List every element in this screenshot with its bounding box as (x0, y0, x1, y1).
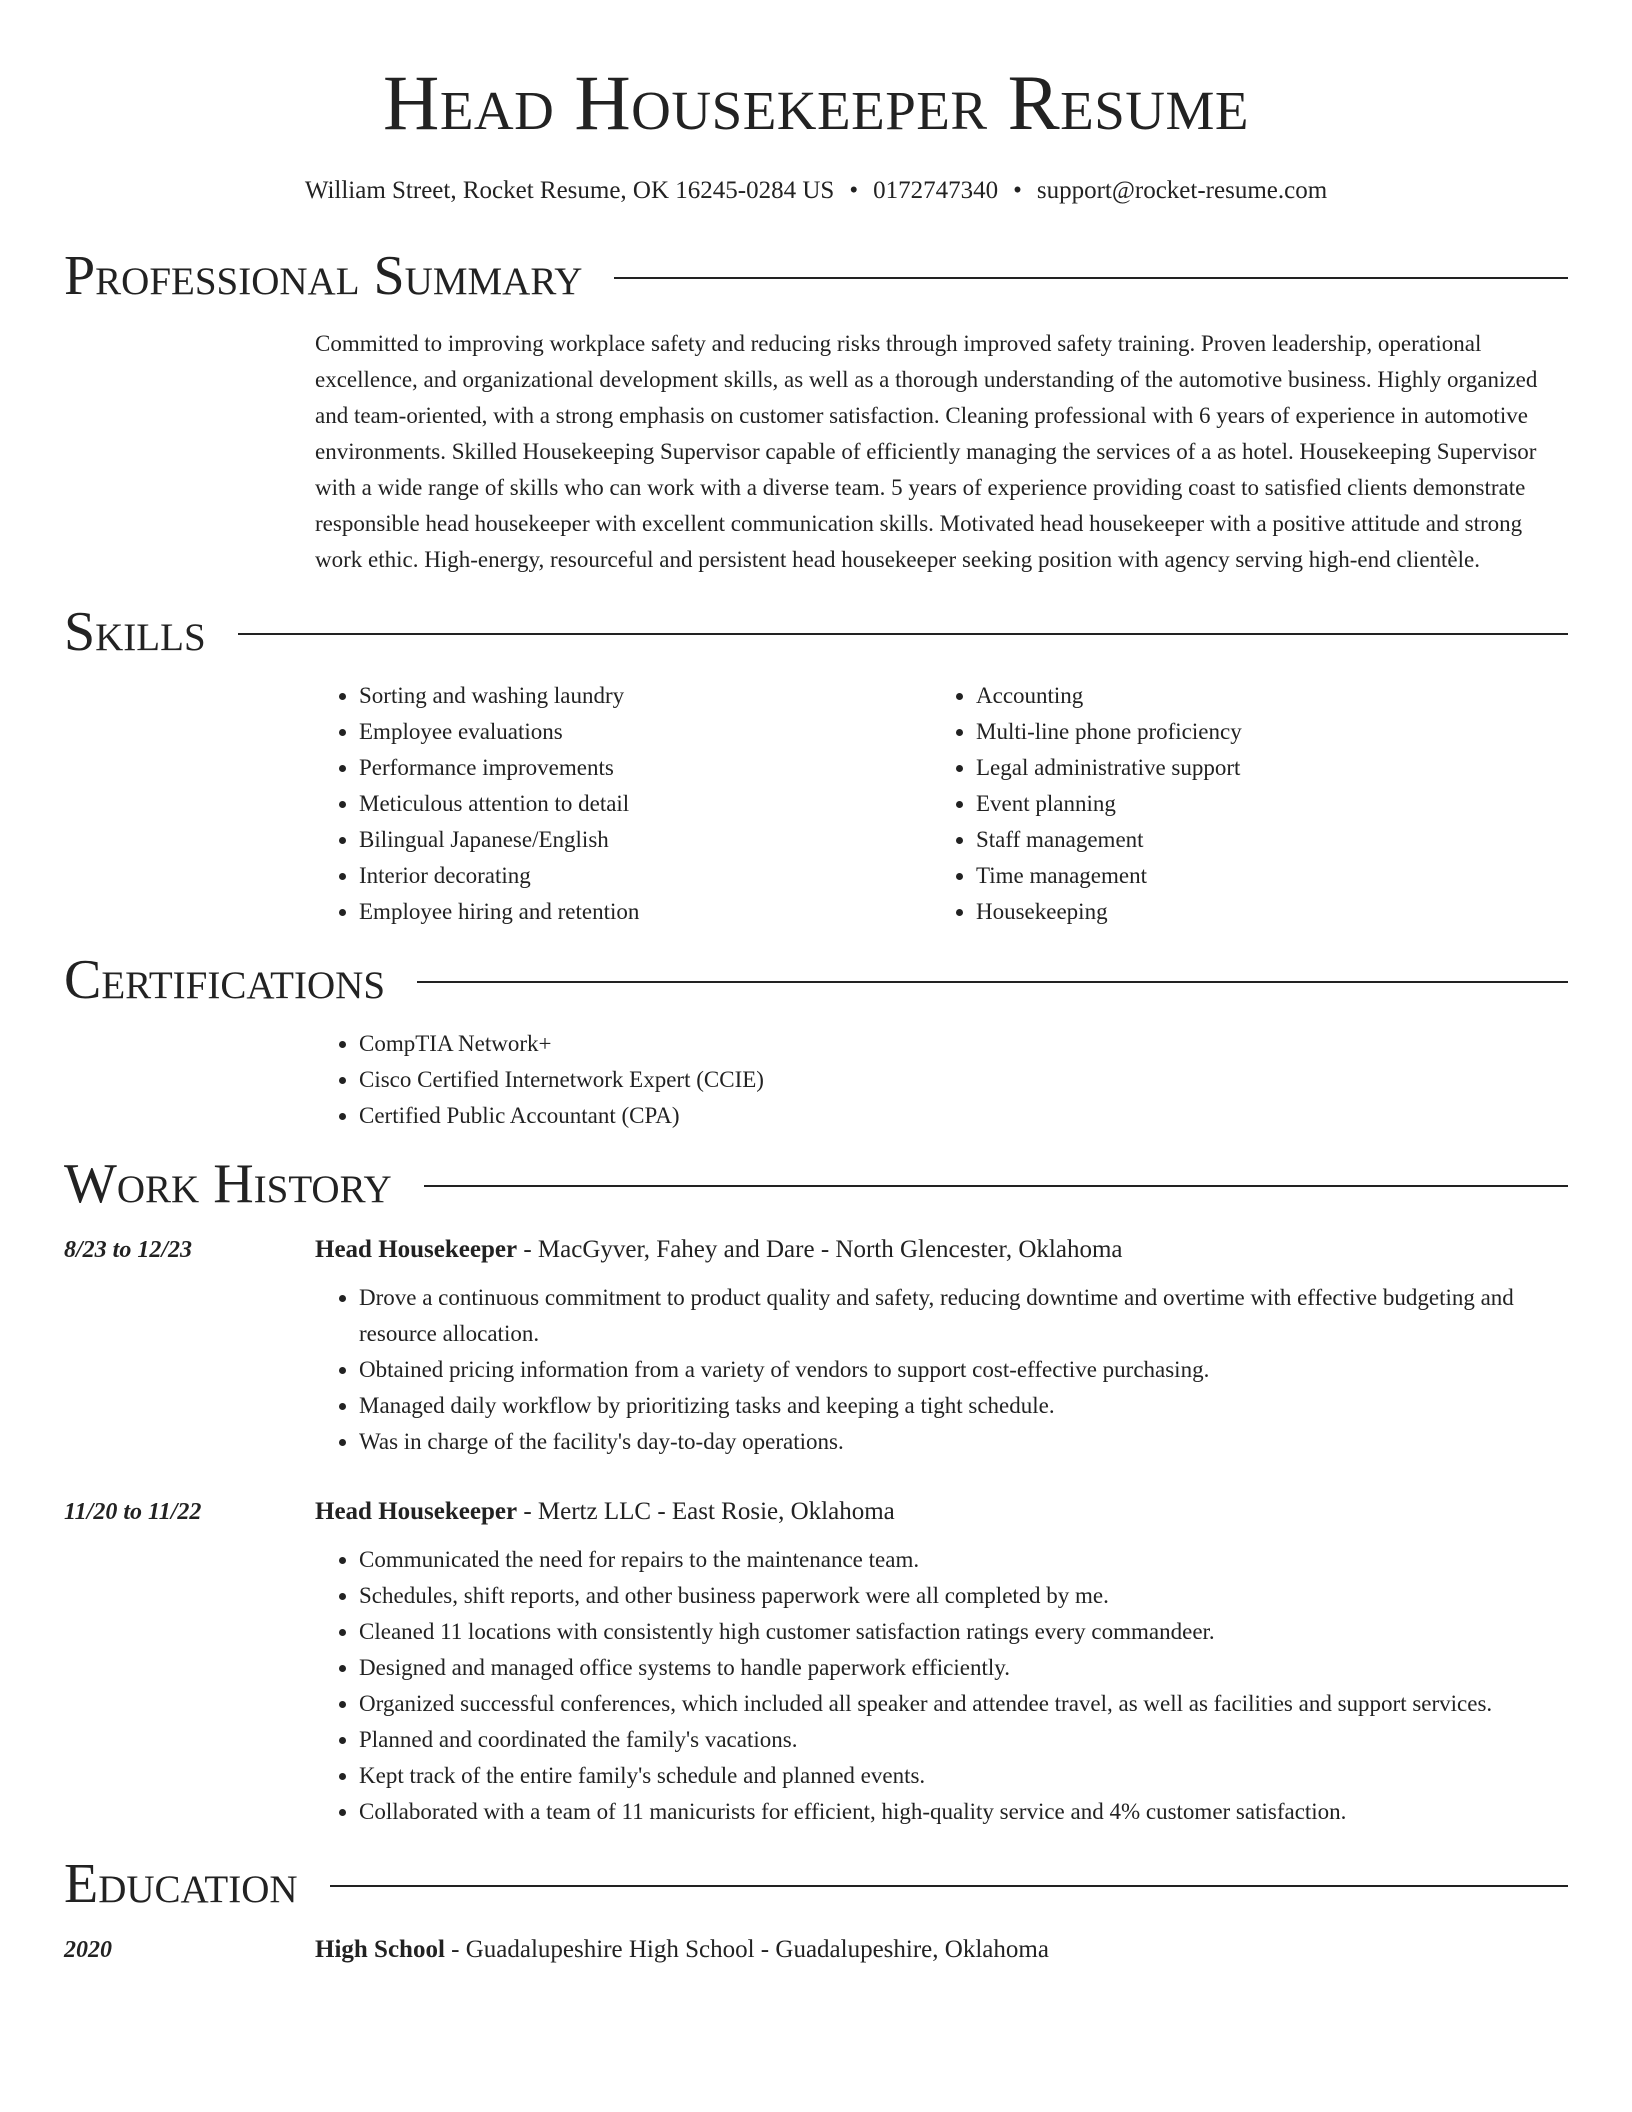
skill-item: • Interior decorating (359, 858, 932, 894)
section-heading-summary: Professional Summary (64, 245, 583, 307)
skill-item: • Meticulous attention to detail (359, 786, 932, 822)
job-bullet: • Obtained pricing information from a variety of vendors to support cost-effective purchasing. (359, 1352, 1568, 1388)
section-divider (614, 277, 1568, 279)
job-bullet: • Was in charge of the facility's day-to-day operations. (359, 1424, 1568, 1460)
contact-line (64, 176, 1568, 206)
section-divider (238, 633, 1568, 635)
section-heading-education: Education (64, 1853, 298, 1915)
work-section-header (64, 1153, 1568, 1215)
job-title-line (315, 1498, 895, 1526)
job-bullets (315, 1280, 1568, 1460)
skill-item: • Performance improvements (359, 750, 932, 786)
job-title-line (315, 1236, 1123, 1264)
skills-left-list (315, 678, 932, 930)
skill-item: • Bilingual Japanese/English (359, 822, 932, 858)
skill-item: • Event planning (976, 786, 1549, 822)
job-bullet: • Organized successful conferences, which included all speaker and attendee travel, as well as facilities and support services. (359, 1686, 1568, 1722)
skills-section-header (64, 601, 1568, 663)
job-bullet: • Planned and coordinated the family's vacations. (359, 1722, 1568, 1758)
job-bullet: • Drove a continuous commitment to product quality and safety, reducing downtime and overtime with effective budgeting and resource allocation. (359, 1280, 1568, 1352)
job-entry (64, 1498, 1568, 1830)
skill-item: • Legal administrative support (976, 750, 1549, 786)
certification-item: • Cisco Certified Internetwork Expert (CCIE) (359, 1062, 1568, 1098)
contact-address: William Street, Rocket Resume, OK 16245-0284 US (304, 177, 835, 204)
section-heading-certifications: Certifications (64, 949, 386, 1011)
section-divider (330, 1885, 1568, 1887)
job-bullets-wrap (315, 1542, 1568, 1830)
skills-right-list (932, 678, 1549, 930)
job-bullet: • Kept track of the entire family's schedule and planned events. (359, 1758, 1568, 1794)
skill-item: • Employee evaluations (359, 714, 932, 750)
job-dates: 11/20 to 11/22 (64, 1499, 202, 1525)
job-employer: - MacGyver, Fahey and Dare - North Glencester, Oklahoma (517, 1236, 1123, 1263)
certification-item: • CompTIA Network+ (359, 1026, 1568, 1062)
resume-title: Head Housekeeper Resume (382, 59, 1250, 146)
section-heading-skills: Skills (64, 601, 206, 663)
skill-item: • Accounting (976, 678, 1549, 714)
skill-item: • Sorting and washing laundry (359, 678, 932, 714)
certifications-items (315, 1026, 1568, 1134)
skill-item: • Time management (976, 858, 1549, 894)
job-bullet: • Communicated the need for repairs to the maintenance team. (359, 1542, 1568, 1578)
work-history-list (64, 1236, 1568, 1830)
skill-item: • Staff management (976, 822, 1549, 858)
education-year: 2020 (64, 1937, 112, 1963)
section-divider (424, 1185, 1568, 1187)
job-title: Head Housekeeper (315, 1498, 518, 1525)
job-header (64, 1498, 1568, 1526)
skills-column-left (315, 678, 932, 930)
contact-email[interactable]: support@rocket-resume.com (1036, 177, 1328, 204)
education-line (315, 1936, 1049, 1964)
certifications-section-header (64, 949, 1568, 1011)
education-list (64, 1936, 1568, 1964)
job-dates: 8/23 to 12/23 (64, 1237, 193, 1263)
certification-item: • Certified Public Accountant (CPA) (359, 1098, 1568, 1134)
education-school: - Guadalupeshire High School - Guadalupeshire, Oklahoma (444, 1936, 1049, 1963)
job-entry (64, 1236, 1568, 1460)
contact-separator: • (1013, 177, 1022, 204)
contact-phone[interactable]: 0172747340 (873, 177, 999, 204)
job-bullet: • Schedules, shift reports, and other business paperwork were all completed by me. (359, 1578, 1568, 1614)
job-bullets (315, 1542, 1568, 1830)
job-bullets-wrap (315, 1280, 1568, 1460)
job-employer: - Mertz LLC - East Rosie, Oklahoma (517, 1498, 895, 1525)
education-section-header (64, 1853, 1568, 1915)
skill-item: • Employee hiring and retention (359, 894, 932, 930)
job-bullet: • Cleaned 11 locations with consistently high customer satisfaction ratings every commandeer. (359, 1614, 1568, 1650)
job-bullet: • Designed and managed office systems to handle paperwork efficiently. (359, 1650, 1568, 1686)
skill-item: • Housekeeping (976, 894, 1549, 930)
job-title: Head Housekeeper (315, 1236, 518, 1263)
contact-separator: • (849, 177, 859, 204)
job-bullet: • Collaborated with a team of 11 manicurists for efficient, high-quality service and 4% customer satisfaction. (359, 1794, 1568, 1830)
education-degree: High School (315, 1936, 445, 1963)
education-entry (64, 1936, 1568, 1964)
skills-list (315, 678, 1568, 930)
summary-text: Committed to improving workplace safety and reducing risks through improved safety training. Proven leadership, operational excellence, and organizational development skills, as well as a thorough understanding of the automotive business. Highly organized and team-oriented, with a strong emphasis on customer satisfaction. Cleaning professional with 6 years of experience in automotive environments. Skilled Housekeeping Supervisor capable of efficiently managing the services of a as hotel. Housekeeping Supervisor with a wide range of skills who can work with a diverse team. 5 years of experience providing coast to satisfied clients demonstrate responsible head housekeeper with excellent communication skills. Motivated head housekeeper with a positive attitude and strong work ethic. High-energy, resourceful and persistent head housekeeper seeking position with agency serving high-end clientèle. (315, 331, 1538, 572)
certifications-list (315, 1026, 1568, 1134)
section-divider (417, 981, 1568, 983)
summary-section-header (64, 245, 1568, 307)
skills-column-right (932, 678, 1549, 930)
section-heading-work-history: Work History (64, 1153, 392, 1215)
job-header (64, 1236, 1568, 1264)
job-bullet: • Managed daily workflow by prioritizing tasks and keeping a tight schedule. (359, 1388, 1568, 1424)
skill-item: • Multi-line phone proficiency (976, 714, 1549, 750)
